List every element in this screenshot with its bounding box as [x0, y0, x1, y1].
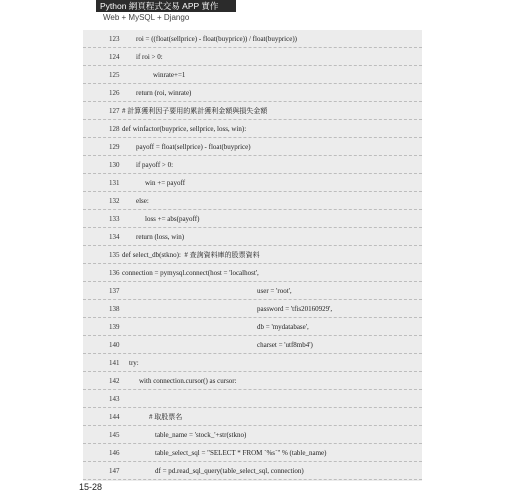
- code-line: [83, 210, 422, 228]
- code-line: [83, 138, 422, 156]
- code-text: table_select_sql = "SELECT * FROM `%s`" % (table_name): [155, 449, 327, 457]
- line-number: 125: [109, 71, 120, 79]
- code-text: with connection.cursor() as cursor:: [139, 377, 237, 385]
- code-text: if roi > 0:: [136, 53, 163, 61]
- code-line: [83, 102, 422, 120]
- code-text: winrate+=1: [153, 71, 186, 79]
- code-listing: [83, 30, 422, 481]
- code-line: [83, 66, 422, 84]
- line-number: 146: [109, 449, 120, 457]
- line-number: 123: [109, 35, 120, 43]
- code-text: password = 'tfis20160929',: [257, 305, 333, 313]
- line-number: 133: [109, 215, 120, 223]
- code-line: [83, 156, 422, 174]
- code-line: [83, 48, 422, 66]
- code-line: [83, 336, 422, 354]
- line-number: 130: [109, 161, 120, 169]
- line-number: 128: [109, 125, 120, 133]
- line-number: 138: [109, 305, 120, 313]
- code-text: def select_db(stkno): # 查詢資料庫的股票資料: [122, 251, 260, 259]
- code-text: return (roi, winrate): [136, 89, 192, 97]
- code-line: [83, 318, 422, 336]
- code-line: [83, 120, 422, 138]
- code-text: def winfactor(buyprice, sellprice, loss, win):: [122, 125, 247, 133]
- line-number: 129: [109, 143, 120, 151]
- line-number: 132: [109, 197, 120, 205]
- code-line: [83, 354, 422, 372]
- code-line: [83, 264, 422, 282]
- code-text: payoff = float(sellprice) - float(buyprice): [136, 143, 251, 151]
- code-line: [83, 174, 422, 192]
- line-number: 136: [109, 269, 120, 277]
- code-text: charset = 'utf8mb4'): [257, 341, 313, 349]
- code-text: df = pd.read_sql_query(table_select_sql, connection): [155, 467, 304, 475]
- line-number: 145: [109, 431, 120, 439]
- line-number: 124: [109, 53, 120, 61]
- code-line: [83, 30, 422, 48]
- code-text: loss += abs(payoff): [145, 215, 200, 223]
- code-line: [83, 444, 422, 462]
- code-line: [83, 426, 422, 444]
- line-number: 137: [109, 287, 120, 295]
- code-line: [83, 192, 422, 210]
- code-line: [83, 300, 422, 318]
- line-number: 127: [109, 107, 120, 115]
- code-text: user = 'root',: [257, 287, 292, 295]
- code-text: table_name = 'stock_'+str(stkno): [155, 431, 247, 439]
- line-number: 147: [109, 467, 120, 475]
- code-line: [83, 408, 422, 426]
- book-title: Python 網頁程式交易 APP 實作: [100, 1, 219, 11]
- line-number: 134: [109, 233, 120, 241]
- line-number: 142: [109, 377, 120, 385]
- code-text: # 計算獲利因子要用的累計獲利金額與損失金額: [122, 107, 268, 115]
- line-number: 141: [109, 359, 120, 367]
- code-line: [83, 282, 422, 300]
- line-number: 143: [109, 395, 120, 403]
- code-text: db = 'mydatabase',: [257, 323, 309, 331]
- code-text: win += payoff: [145, 179, 186, 187]
- code-line: [83, 84, 422, 102]
- code-text: try:: [129, 359, 139, 367]
- code-line: [83, 246, 422, 264]
- code-line: [83, 228, 422, 246]
- code-text: else:: [136, 197, 149, 205]
- code-line: [83, 462, 422, 480]
- code-text: # 取股票名: [149, 413, 183, 421]
- line-number: 140: [109, 341, 120, 349]
- line-number: 139: [109, 323, 120, 331]
- code-line: [83, 390, 422, 408]
- line-number: 144: [109, 413, 120, 421]
- code-line: [83, 372, 422, 390]
- code-text: connection = pymysql.connect(host = 'localhost',: [122, 269, 259, 277]
- line-number: 131: [109, 179, 120, 187]
- book-subtitle: Web + MySQL + Django: [103, 13, 190, 22]
- code-text: if payoff > 0:: [136, 161, 174, 169]
- line-number: 135: [109, 251, 120, 259]
- code-text: return (loss, win): [136, 233, 185, 241]
- code-text: roi = ((float(sellprice) - float(buyprice)) / float(buyprice)): [136, 35, 297, 43]
- page-number: 15-28: [79, 482, 103, 492]
- line-number: 126: [109, 89, 120, 97]
